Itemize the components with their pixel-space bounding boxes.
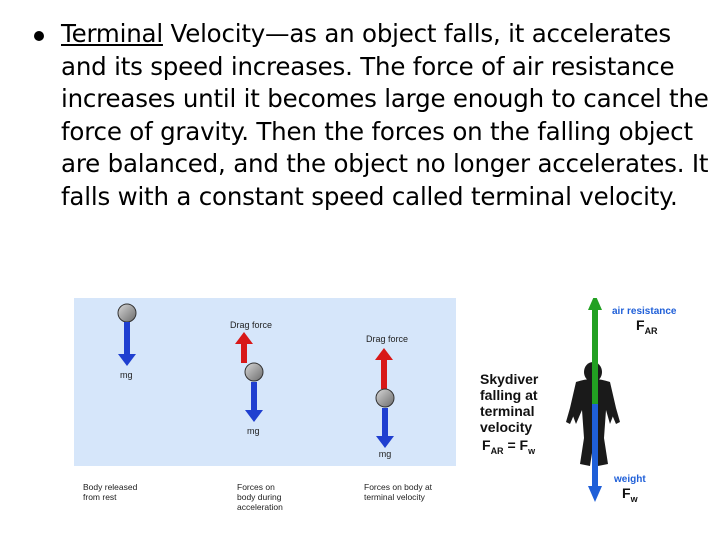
air-resistance-label: air resistance bbox=[612, 306, 677, 317]
down-arrow-3 bbox=[376, 408, 394, 448]
up-arrow-3 bbox=[375, 348, 393, 389]
caption-2-line-3: acceleration bbox=[237, 502, 283, 512]
caption-1-line-1: Body released bbox=[83, 482, 138, 492]
caption-2-line-2: body during bbox=[237, 492, 282, 502]
figure-captions bbox=[74, 470, 456, 520]
caption-2-line-1: Forces on bbox=[237, 482, 275, 492]
skydiver-diagram bbox=[470, 298, 700, 518]
skydiver-title-line-3: terminal bbox=[480, 403, 535, 419]
drag-force-label-3: Drag force bbox=[366, 334, 409, 344]
caption-3-line-1: Forces on body at bbox=[364, 482, 433, 492]
ball-1 bbox=[118, 304, 136, 322]
force-diagram-svg bbox=[74, 298, 456, 466]
mg-label-1: mg bbox=[120, 370, 133, 380]
caption-1-line-2: from rest bbox=[83, 492, 117, 502]
weight-label: weight bbox=[614, 474, 646, 485]
ball-3 bbox=[376, 389, 394, 407]
skydiver-title-line-4: velocity bbox=[480, 419, 533, 435]
bullet-text bbox=[61, 18, 720, 213]
drag-force-label-2: Drag force bbox=[230, 320, 273, 330]
skydiver-title-line-2: falling at bbox=[480, 387, 538, 403]
air-resistance-symbol: $F_{AR}$ bbox=[636, 317, 658, 336]
term-terminal: Terminal bbox=[61, 19, 163, 48]
equation: $F_{AR} = F_w$ bbox=[482, 437, 536, 456]
down-arrow-2 bbox=[245, 382, 263, 422]
bullet-point-icon bbox=[34, 31, 44, 41]
mg-label-3: mg bbox=[378, 449, 392, 459]
up-arrow-2 bbox=[235, 332, 253, 363]
down-arrow-1 bbox=[118, 322, 136, 366]
ball-2 bbox=[245, 363, 263, 381]
skydiver-svg bbox=[470, 298, 700, 518]
skydiver-title-line-1: Skydiver bbox=[480, 371, 539, 387]
mg-label-2: mg bbox=[247, 426, 260, 436]
weight-symbol: $F_w$ bbox=[622, 485, 638, 504]
bullet-body: Velocity—as an object falls, it accelerates and its speed increases. The force of air resistance increases until it becomes large enough to cancel the force of gravity. Then the forces on the falling object are balanced, and the object no longer accelerates. It falls with a constant speed called terminal velocity. bbox=[61, 19, 709, 211]
falling-body-force-diagram bbox=[74, 298, 456, 466]
caption-3-line-2: terminal velocity bbox=[364, 492, 425, 502]
